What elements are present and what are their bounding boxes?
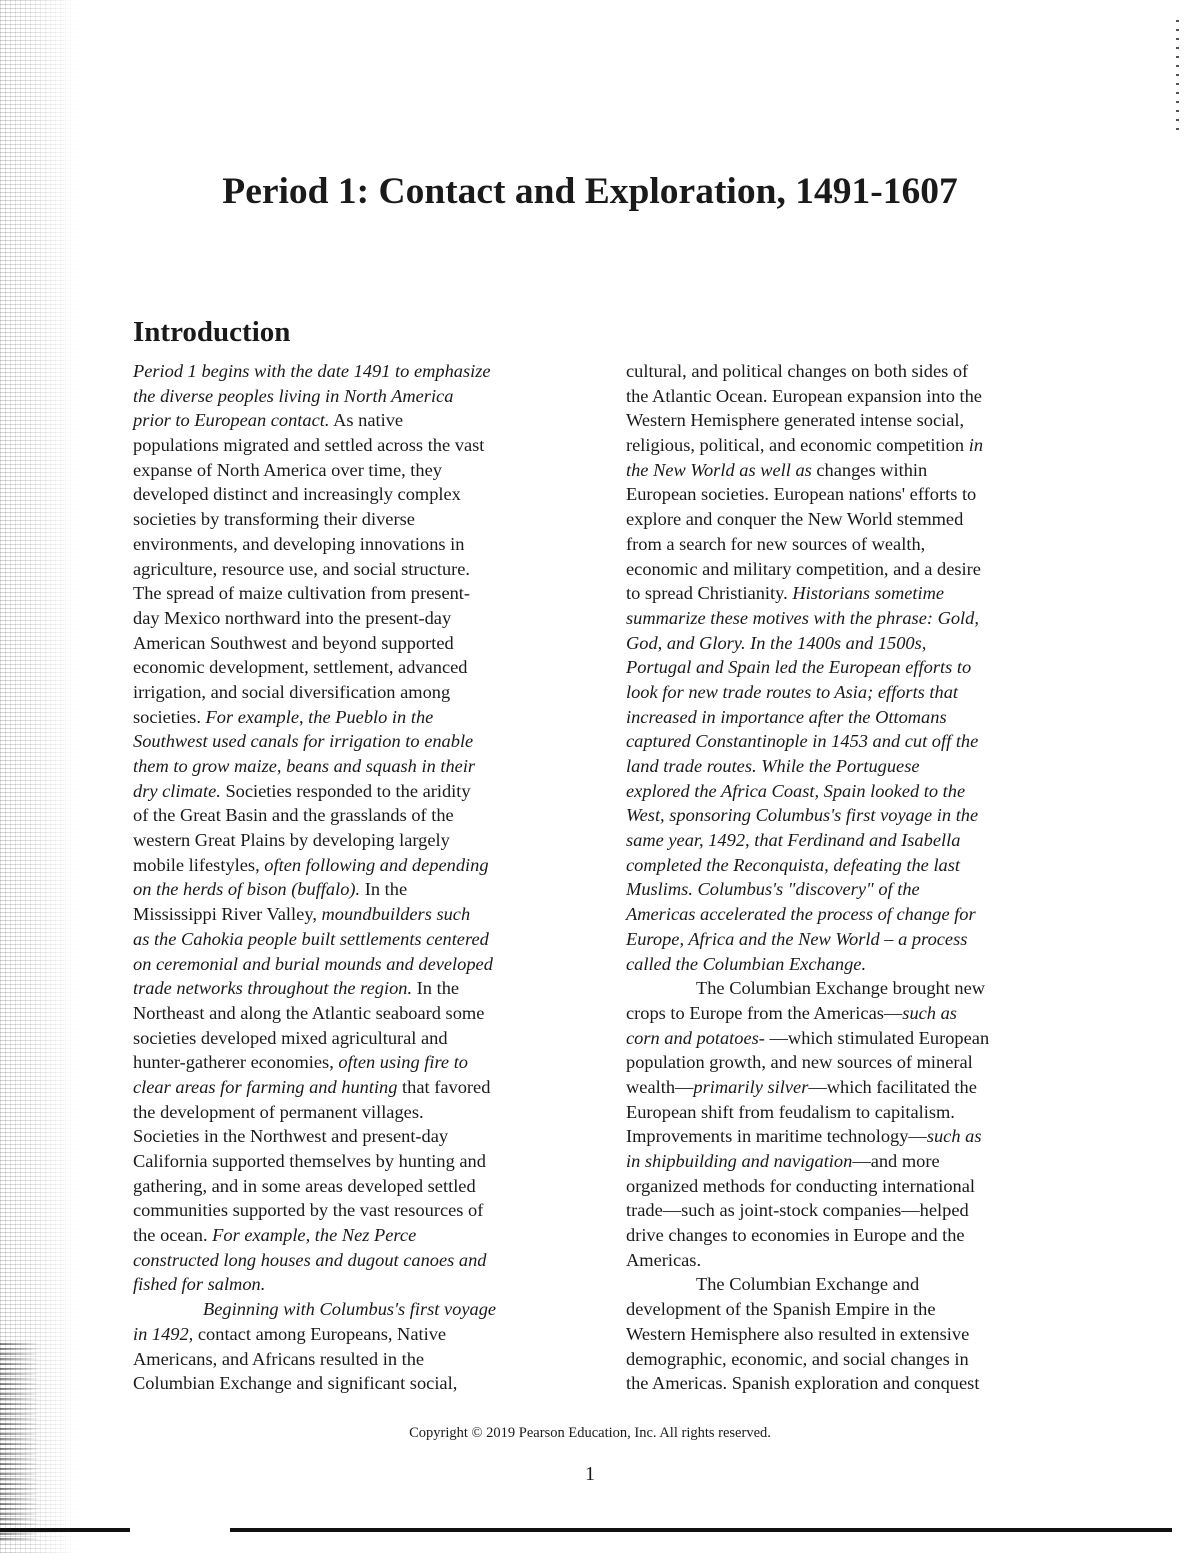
text-segment: changes within — [811, 459, 928, 480]
text-line — [133, 606, 573, 631]
text-line — [133, 1198, 573, 1223]
text-segment: look for new trade routes to Asia; efforts that — [626, 681, 959, 702]
text-line — [133, 1174, 573, 1199]
text-line — [626, 384, 1056, 409]
text-segment: Western Hemisphere also resulted in extensive — [626, 1323, 970, 1344]
text-segment: Americas. — [626, 1249, 702, 1270]
text-segment: prior to European contact. — [133, 410, 330, 431]
text-line — [626, 1272, 1056, 1297]
text-segment: expanse of North America over time, they — [133, 459, 442, 480]
text-segment: as the Cahokia people built settlements centered — [133, 928, 489, 949]
text-segment: Historians sometime — [792, 583, 945, 604]
text-line — [626, 1124, 1056, 1149]
text-line — [626, 1075, 1056, 1100]
text-line — [626, 507, 1056, 532]
text-line — [133, 532, 573, 557]
text-line — [133, 754, 573, 779]
text-segment: demographic, economic, and social changes in — [626, 1348, 969, 1369]
text-line — [626, 1347, 1056, 1372]
scan-edge-noise — [0, 0, 78, 1553]
text-segment: cultural, and political changes on both sides of — [626, 361, 969, 381]
text-segment: often using fire to — [338, 1052, 469, 1073]
text-segment: in — [968, 435, 984, 456]
scan-bottom-rule — [0, 1528, 1200, 1532]
text-segment: constructed long houses and dugout canoes and — [133, 1249, 487, 1270]
text-segment: such as — [902, 1002, 957, 1023]
text-line — [133, 557, 573, 582]
text-segment: gathering, and in some areas developed settled — [133, 1175, 476, 1196]
text-segment: to spread Christianity. — [626, 583, 793, 604]
text-segment: In the — [412, 978, 460, 999]
text-segment: Mississippi River Valley, — [133, 904, 322, 925]
text-segment: development of the Spanish Empire in the — [626, 1299, 936, 1320]
text-segment: Western Hemisphere generated intense social, — [626, 410, 965, 431]
text-segment: European shift from feudalism to capitalism. — [626, 1101, 955, 1122]
text-segment: Americas accelerated the process of change for — [626, 904, 976, 925]
text-line — [626, 458, 1056, 483]
text-column-right — [626, 359, 1056, 1396]
text-line — [133, 779, 573, 804]
text-segment: drive changes to economies in Europe and the — [626, 1225, 965, 1246]
text-segment: land trade routes. While the Portuguese — [626, 756, 920, 776]
text-line — [133, 1223, 573, 1248]
text-line — [133, 902, 573, 927]
text-line — [626, 1100, 1056, 1125]
text-segment: the ocean. — [133, 1225, 213, 1246]
text-line — [133, 853, 573, 878]
text-line — [626, 1371, 1056, 1396]
text-line — [626, 754, 1056, 779]
text-segment: Columbian Exchange and significant social, — [133, 1373, 458, 1394]
text-segment: societies developed mixed agricultural and — [133, 1027, 448, 1048]
text-line — [133, 1371, 573, 1396]
text-segment: West, sponsoring Columbus's first voyage in the — [626, 805, 979, 826]
text-segment: organized methods for conducting international — [626, 1175, 975, 1196]
text-segment: God, and Glory. In the 1400s and 1500s, — [626, 632, 927, 653]
text-segment: societies. — [133, 706, 206, 727]
text-line — [626, 1297, 1056, 1322]
text-line — [626, 779, 1056, 804]
text-line — [133, 828, 573, 853]
text-line — [133, 384, 573, 409]
text-line — [133, 359, 573, 384]
text-segment: them to grow maize, beans and squash in their — [133, 756, 476, 776]
text-line — [626, 557, 1056, 582]
text-line — [133, 482, 573, 507]
text-line — [626, 1322, 1056, 1347]
text-line — [626, 1248, 1056, 1273]
text-line — [626, 655, 1056, 680]
text-segment: Period 1 begins with the date 1491 to emphasize — [133, 361, 491, 381]
text-line — [626, 952, 1056, 977]
text-line — [626, 853, 1056, 878]
text-line — [133, 729, 573, 754]
text-line — [133, 1026, 573, 1051]
text-column-left — [133, 359, 573, 1396]
text-segment: summarize these motives with the phrase: Gold, — [626, 607, 979, 628]
text-segment: Northeast and along the Atlantic seaboard some — [133, 1002, 485, 1023]
text-segment: The spread of maize cultivation from present- — [133, 583, 471, 604]
text-line — [133, 458, 573, 483]
text-segment: —and more — [852, 1151, 940, 1171]
text-line — [133, 1297, 573, 1322]
text-line — [626, 1001, 1056, 1026]
text-line — [626, 877, 1056, 902]
text-line — [626, 927, 1056, 952]
text-line — [133, 705, 573, 730]
text-line — [626, 532, 1056, 557]
text-line — [626, 1149, 1056, 1174]
text-line — [133, 1001, 573, 1026]
text-segment: corn and potatoes- — [626, 1027, 765, 1048]
text-line — [133, 803, 573, 828]
text-line — [626, 408, 1056, 433]
text-segment: dry climate. — [133, 780, 221, 801]
text-segment: the New World as well as — [626, 459, 812, 480]
text-segment: completed the Reconquista, defeating the last — [626, 854, 961, 875]
text-segment: religious, political, and economic competition — [626, 435, 969, 456]
text-line — [626, 359, 1056, 384]
text-segment: societies by transforming their diverse — [133, 509, 415, 530]
text-line — [626, 902, 1056, 927]
text-segment: For example, the Nez Perce — [212, 1225, 417, 1246]
text-segment: often following and depending — [264, 854, 489, 875]
text-line — [626, 482, 1056, 507]
text-segment: Europe, Africa and the New World – a process — [626, 928, 968, 949]
text-line — [133, 952, 573, 977]
text-segment: hunter-gatherer economies, — [133, 1052, 339, 1073]
text-line — [626, 828, 1056, 853]
text-segment: In the — [360, 879, 408, 900]
text-segment: the Americas. Spanish exploration and conquest — [626, 1373, 980, 1394]
text-line — [626, 1174, 1056, 1199]
text-segment: As native — [329, 410, 404, 431]
text-line — [133, 655, 573, 680]
text-segment: from a search for new sources of wealth, — [626, 533, 926, 554]
text-line — [133, 927, 573, 952]
text-segment: developed distinct and increasingly complex — [133, 484, 461, 505]
text-line — [626, 606, 1056, 631]
text-segment: explore and conquer the New World stemmed — [626, 509, 964, 530]
text-segment: The Columbian Exchange and — [696, 1274, 920, 1295]
text-segment: Societies in the Northwest and present-day — [133, 1126, 449, 1147]
text-line — [626, 1050, 1056, 1075]
text-segment: wealth— — [626, 1076, 694, 1097]
text-segment: clear areas for farming and hunting — [133, 1076, 398, 1097]
text-segment: on ceremonial and burial mounds and developed — [133, 953, 493, 974]
text-line — [133, 877, 573, 902]
text-line — [626, 976, 1056, 1001]
text-segment: Americans, and Africans resulted in the — [133, 1348, 425, 1369]
text-segment: contact among Europeans, Native — [193, 1323, 447, 1344]
text-segment: in shipbuilding and navigation — [626, 1151, 853, 1171]
text-segment: Improvements in maritime technology— — [626, 1126, 927, 1147]
text-line — [626, 631, 1056, 656]
text-segment: The Columbian Exchange brought new — [696, 978, 986, 999]
text-line — [626, 1026, 1056, 1051]
text-segment: For example, the Pueblo in the — [205, 706, 434, 727]
text-line — [133, 1272, 573, 1297]
text-segment: fished for salmon. — [133, 1274, 266, 1295]
text-line — [133, 1248, 573, 1273]
text-segment: economic and military competition, and a desire — [626, 558, 981, 579]
text-segment: agriculture, resource use, and social structure. — [133, 558, 471, 579]
text-segment: California supported themselves by hunting and — [133, 1151, 486, 1171]
text-segment: Portugal and Spain led the European efforts to — [626, 657, 972, 678]
text-segment: environments, and developing innovations in — [133, 533, 465, 554]
text-line — [626, 581, 1056, 606]
text-line — [626, 680, 1056, 705]
text-line — [626, 803, 1056, 828]
text-segment: communities supported by the vast resources of — [133, 1200, 484, 1221]
section-heading: Introduction — [133, 316, 291, 348]
text-segment: moundbuilders such — [321, 904, 471, 925]
text-segment: that favored — [397, 1076, 491, 1097]
text-segment: mobile lifestyles, — [133, 854, 265, 875]
text-segment: irrigation, and social diversification among — [133, 681, 451, 702]
text-segment: same year, 1492, that Ferdinand and Isabella — [626, 830, 961, 851]
copyright-footer: Copyright © 2019 Pearson Education, Inc. All rights reserved. — [409, 1425, 771, 1441]
text-segment: of the Great Basin and the grasslands of the — [133, 805, 454, 826]
text-line — [133, 507, 573, 532]
text-segment: economic development, settlement, advanced — [133, 657, 468, 678]
text-line — [626, 433, 1056, 458]
text-segment: captured Constantinople in 1453 and cut off the — [626, 731, 979, 752]
text-segment: European societies. European nations' efforts to — [626, 484, 977, 505]
text-segment: such as — [926, 1126, 982, 1147]
text-line — [133, 433, 573, 458]
text-line — [133, 1347, 573, 1372]
text-line — [133, 976, 573, 1001]
text-segment: increased in importance after the Ottomans — [626, 706, 947, 727]
text-line — [626, 1223, 1056, 1248]
text-line — [133, 408, 573, 433]
scan-margin-dots — [1176, 20, 1179, 130]
text-segment: on the herds of bison (buffalo). — [133, 879, 361, 900]
text-segment: —which facilitated the — [808, 1076, 977, 1097]
text-segment: trade—such as joint-stock companies—helped — [626, 1200, 969, 1221]
text-segment: trade networks throughout the region. — [133, 978, 413, 999]
text-segment: Beginning with Columbus's first voyage — [203, 1299, 497, 1320]
text-line — [133, 1100, 573, 1125]
text-line — [626, 1198, 1056, 1223]
text-segment: American Southwest and beyond supported — [133, 632, 454, 653]
text-line — [133, 1075, 573, 1100]
text-segment: Muslims. Columbus's "discovery" of the — [626, 879, 920, 900]
text-segment: western Great Plains by developing largely — [133, 830, 450, 851]
text-segment: in 1492, — [133, 1323, 194, 1344]
text-segment: explored the Africa Coast, Spain looked to the — [626, 780, 966, 801]
text-segment: population growth, and new sources of mineral — [626, 1052, 973, 1073]
text-segment: crops to Europe from the Americas— — [626, 1002, 903, 1023]
page-title: Period 1: Contact and Exploration, 1491-1607 — [222, 171, 958, 212]
text-segment: the development of permanent villages. — [133, 1101, 424, 1122]
text-line — [133, 581, 573, 606]
text-line — [626, 705, 1056, 730]
text-segment: —which stimulated European — [764, 1027, 990, 1048]
text-line — [133, 631, 573, 656]
text-line — [133, 1149, 573, 1174]
page-number: 1 — [585, 1463, 595, 1485]
text-segment: Societies responded to the aridity — [220, 780, 471, 801]
text-line — [626, 729, 1056, 754]
text-line — [133, 680, 573, 705]
text-segment: primarily silver — [693, 1076, 809, 1097]
text-segment: populations migrated and settled across the vast — [133, 435, 485, 456]
text-line — [133, 1124, 573, 1149]
text-segment: the diverse peoples living in North America — [133, 385, 454, 406]
text-segment: day Mexico northward into the present-day — [133, 607, 452, 628]
text-line — [133, 1322, 573, 1347]
text-segment: Southwest used canals for irrigation to enable — [133, 731, 474, 752]
text-line — [133, 1050, 573, 1075]
text-segment: the Atlantic Ocean. European expansion into the — [626, 385, 982, 406]
text-segment: called the Columbian Exchange. — [626, 953, 867, 974]
